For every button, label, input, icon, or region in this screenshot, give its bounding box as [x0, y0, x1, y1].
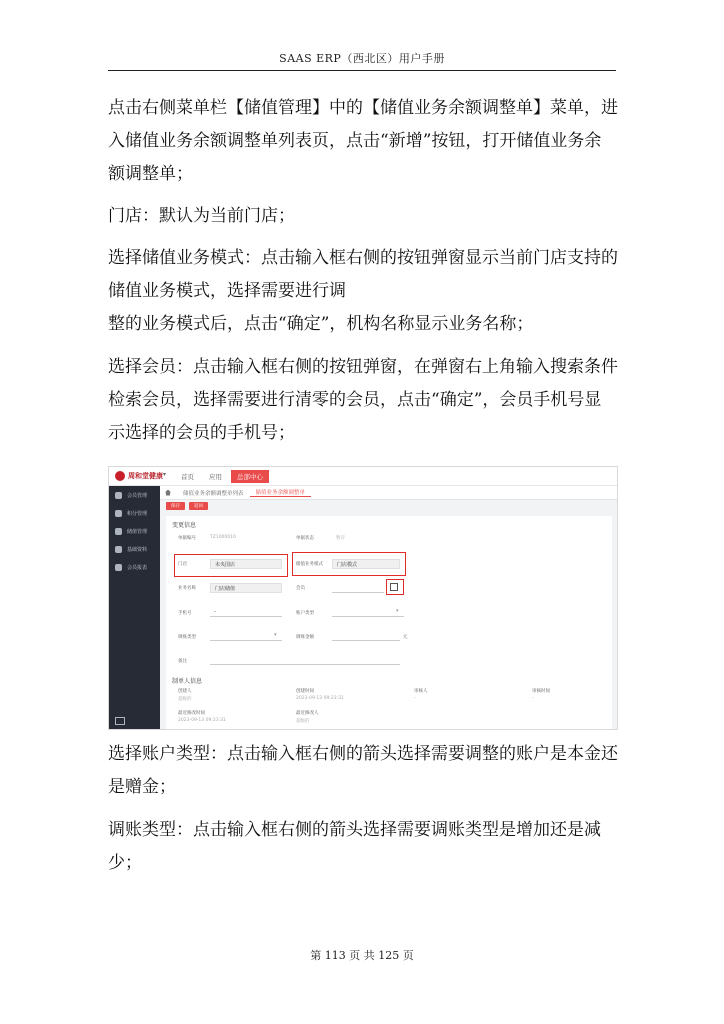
remark-input[interactable]: [210, 655, 400, 665]
section-change-title: 变更信息: [172, 522, 197, 529]
account-line-1: 选择账户类型：点击输入框右侧的箭头选择需要调整的账户是本金还: [108, 744, 618, 764]
phone-label: 手机号: [178, 611, 192, 616]
embedded-screenshot: [108, 466, 618, 730]
member-input[interactable]: [332, 583, 384, 593]
doc-status-label: 单据状态: [296, 536, 314, 541]
member-icon: [115, 492, 122, 499]
report-icon: [115, 564, 122, 571]
mode-line-1: 选择储值业务模式：点击输入框右侧的按钮弹窗显示当前门店支持的: [108, 248, 618, 268]
intro-line-2: 入储值业务余额调整单列表页，点击“新增”按钮，打开储值业务余: [108, 131, 602, 151]
reviewer-value: -: [414, 696, 416, 701]
creator-value: 超级的: [178, 697, 192, 702]
create-time-label: 创建时间: [296, 689, 314, 694]
tab-bar: [160, 486, 617, 500]
sidebar-item-basic-data[interactable]: 基础资料: [109, 540, 160, 558]
adjust-type-label: 调账类型: [178, 635, 196, 640]
topnav-apps[interactable]: 应用: [209, 473, 222, 481]
page-footer: 第 113 页 共 125 页: [310, 949, 414, 962]
mode-label: 储值业务模式: [296, 562, 323, 567]
store-paragraph: [108, 200, 618, 233]
biz-name-input[interactable]: 门店储值: [210, 583, 282, 593]
sidebar-item-stored-value[interactable]: 储值管理: [109, 522, 160, 540]
adjust-amount-label: 调账金额: [296, 635, 314, 640]
sidebar-item-reports[interactable]: 会员报表: [109, 558, 160, 576]
section-maker-title: 制单人信息: [172, 678, 203, 685]
member-paragraph: [108, 351, 618, 450]
create-time-value: 2023-09-13 09:23:31: [296, 696, 344, 701]
intro-line-3: 额调整单；: [108, 164, 193, 184]
review-time-value: -: [532, 696, 534, 701]
back-button[interactable]: 返回: [189, 502, 208, 510]
app-topbar: [109, 467, 617, 486]
member-line-1: 选择会员：点击输入框右侧的按钮弹窗，在弹窗右上角输入搜索条件: [108, 357, 618, 377]
top-nav: [175, 470, 272, 483]
app-logo: [115, 470, 163, 482]
member-line-2: 检索会员，选择需要进行清零的会员，点击“确定”，会员手机号显: [108, 390, 602, 410]
sidebar: [109, 486, 160, 729]
header-rule: [108, 70, 616, 71]
review-time-label: 审核时间: [532, 689, 550, 694]
modifier-label: 最近修改人: [296, 711, 319, 716]
creator-label: 创建人: [178, 689, 192, 694]
account-type-select[interactable]: [332, 607, 404, 617]
adjust-type-select[interactable]: [210, 631, 282, 641]
adjust-amount-input[interactable]: [332, 631, 400, 641]
modify-time-value: 2023-09-13 09:23:31: [178, 718, 226, 723]
save-button[interactable]: 保存: [166, 502, 185, 510]
phone-input[interactable]: -: [210, 607, 282, 617]
mode-line-3: 整的业务模式后，点击“确定”，机构名称显示业务名称；: [108, 314, 534, 334]
member-line-3: 示选择的会员的手机号；: [108, 423, 295, 443]
reviewer-label: 审核人: [414, 689, 428, 694]
remark-label: 备注: [178, 659, 187, 664]
page-header: SAAS ERP（西北区）用户手册: [279, 52, 445, 65]
toolbar: [166, 502, 212, 510]
intro-line-1: 点击右侧菜单栏【储值管理】中的【储值业务余额调整单】菜单，进: [108, 98, 618, 118]
adjust-line-2: 少；: [108, 853, 142, 873]
form-panel: [166, 516, 612, 729]
chevron-down-icon[interactable]: ▾: [274, 632, 277, 638]
mode-input[interactable]: 门店模式: [332, 559, 400, 569]
collapse-icon[interactable]: [115, 717, 125, 725]
intro-paragraph: [108, 92, 618, 191]
chevron-down-icon[interactable]: ▾: [396, 608, 399, 614]
doc-no-value: TZ1000010: [210, 535, 236, 540]
mode-line-2: 储值业务模式，选择需要进行调: [108, 281, 346, 301]
account-type-label: 账户类型: [296, 611, 314, 616]
store-label: 门店: [178, 562, 187, 567]
tab-adjust-list[interactable]: 储值业务余额调整单列表: [183, 490, 244, 497]
store-input[interactable]: 未央国店: [210, 559, 282, 569]
chevron-down-icon[interactable]: ▾: [163, 471, 167, 478]
mode-paragraph: [108, 242, 618, 341]
doc-no-label: 单据编号: [178, 536, 196, 541]
logo-text: 周和堂健康: [128, 472, 163, 480]
sidebar-item-points[interactable]: 积分管理: [109, 504, 160, 522]
modify-time-label: 最近修改时间: [178, 711, 205, 716]
modifier-value: 超级的: [296, 719, 310, 724]
doc-status-value: 暂存: [336, 536, 345, 541]
sidebar-item-members[interactable]: 会员管理: [109, 486, 160, 504]
adjust-paragraph: [108, 814, 618, 880]
topnav-hq-center[interactable]: 总部中心: [231, 470, 269, 483]
wallet-icon: [115, 528, 122, 535]
adjust-line-1: 调账类型：点击输入框右侧的箭头选择需要调账类型是增加还是减: [108, 820, 601, 840]
topnav-home[interactable]: 首页: [181, 473, 194, 481]
store-line: 门店：默认为当前门店；: [108, 206, 295, 226]
member-label: 会员: [296, 586, 305, 591]
home-icon[interactable]: [165, 490, 171, 496]
points-icon: [115, 510, 122, 517]
logo-mark-icon: [115, 471, 125, 481]
tab-adjust-form[interactable]: 储值业务余额调整单: [250, 488, 312, 497]
biz-name-label: 业务名称: [178, 586, 196, 591]
unit-label: 元: [403, 635, 408, 640]
database-icon: [115, 546, 122, 553]
account-paragraph: [108, 738, 618, 804]
member-picker-icon[interactable]: [390, 583, 398, 591]
account-line-2: 是赠金；: [108, 777, 176, 797]
